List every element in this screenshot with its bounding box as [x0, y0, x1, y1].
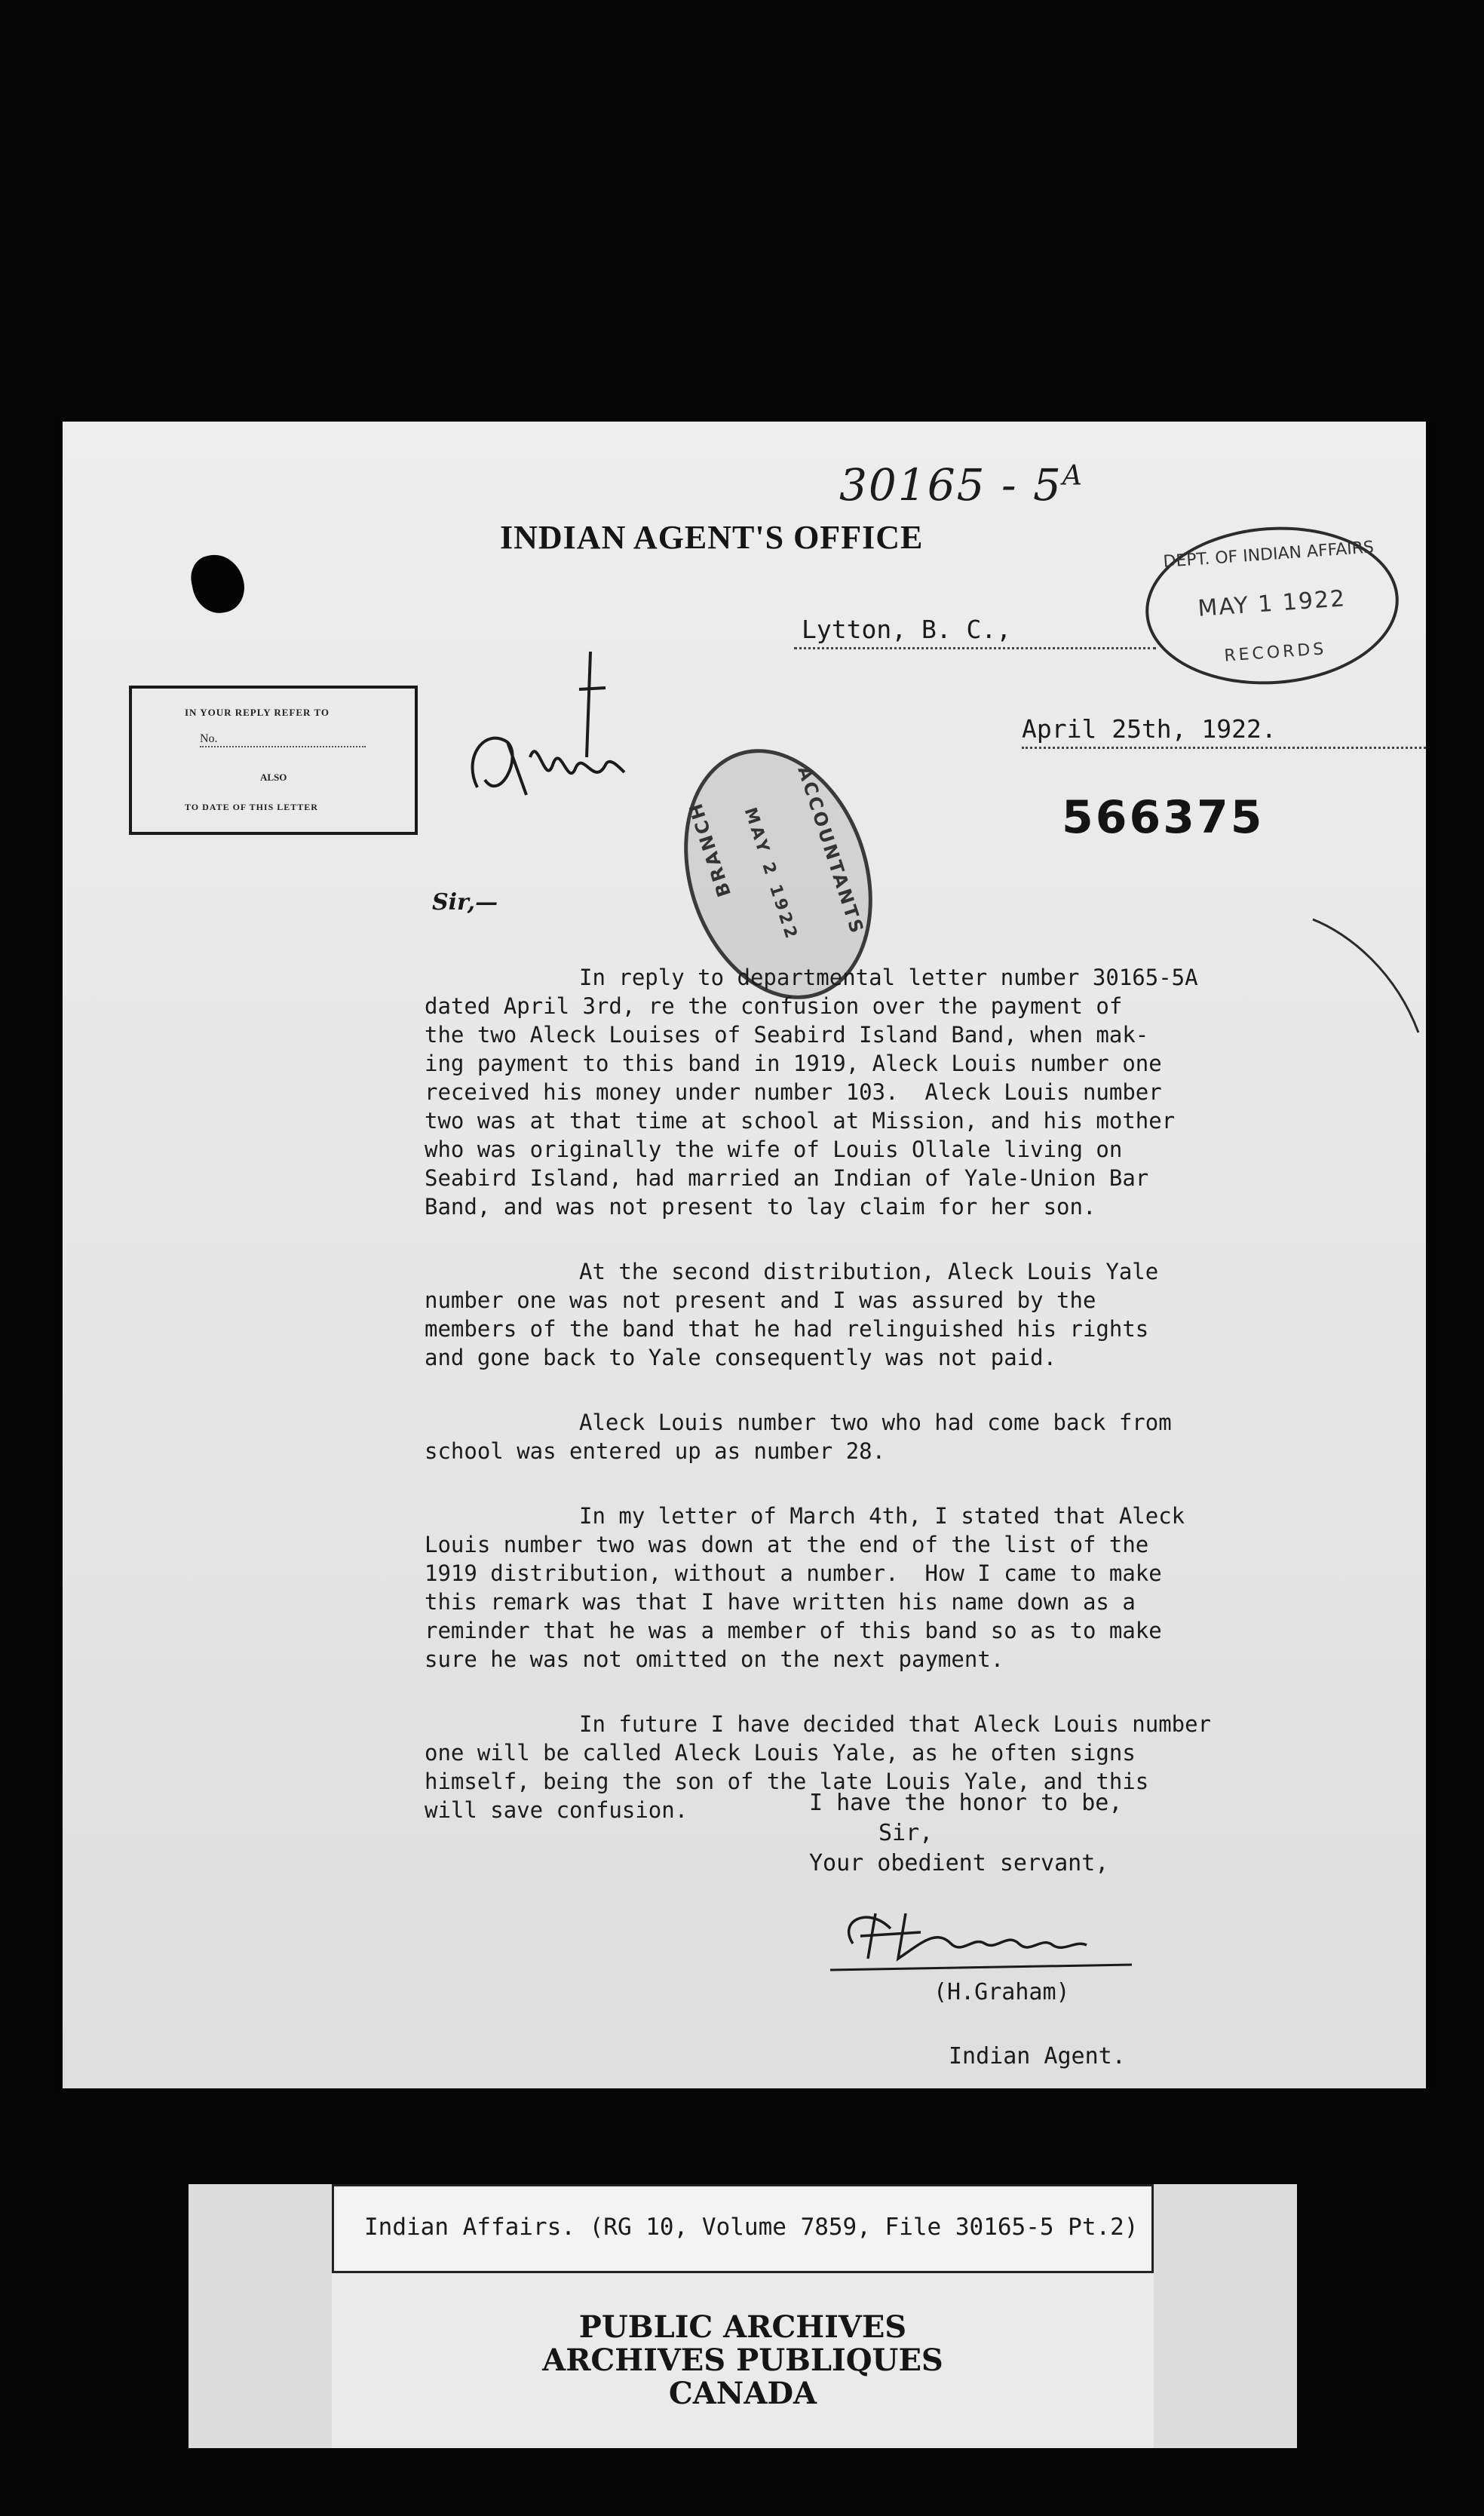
archive-footer-line: PUBLIC ARCHIVES — [578, 2309, 907, 2345]
archive-reference: Indian Affairs. (RG 10, Volume 7859, File 30165-5 Pt.2) — [332, 2184, 1154, 2273]
body-line: In my letter of March 4th, I stated that Aleck — [579, 1503, 1185, 1529]
closing-block — [809, 1788, 1122, 1879]
handwritten-file-number-main: 30165 - 5 — [839, 459, 1062, 511]
ref-box-line1: IN YOUR REPLY REFER TO — [185, 707, 330, 718]
reply-reference-box — [129, 686, 418, 835]
body-line: received his money under number 103. Aleck Louis number — [425, 1079, 1162, 1105]
body-line: Louis number two was down at the end of the list of the — [425, 1532, 1149, 1557]
handwritten-initials-mark — [455, 644, 636, 810]
archive-footer-line: CANADA — [668, 2376, 817, 2411]
handwritten-file-number — [839, 459, 1084, 511]
body-line: ing payment to this band in 1919, Aleck Louis number one — [425, 1051, 1162, 1076]
accountants-stamp-right: ACCOUNTANTS — [793, 763, 869, 938]
signer-name: (H.Graham) — [934, 1979, 1070, 2005]
closing-line: Sir, — [878, 1820, 934, 1846]
ref-box-line3: ALSO — [260, 772, 287, 783]
letter-place: Lytton, B. C., — [794, 615, 1156, 649]
records-stamp-date: MAY 1 1922 — [1197, 585, 1348, 622]
closing-line: Your obedient servant, — [809, 1850, 1109, 1876]
body-line: reminder that he was a member of this band so as to make — [425, 1618, 1162, 1643]
handwritten-signature — [823, 1898, 1139, 1981]
paragraph-2 — [425, 1257, 1367, 1372]
body-line: who was originally the wife of Louis Ollale living on — [425, 1137, 1123, 1162]
body-line: Seabird Island, had married an Indian of Yale-Union Bar — [425, 1165, 1149, 1191]
body-line: number one was not present and I was assured by the — [425, 1287, 1096, 1313]
ref-box-line4: TO DATE OF THIS LETTER — [185, 802, 318, 812]
body-line: members of the band that he had relinguished his rights — [425, 1316, 1149, 1342]
body-line: will save confusion. — [425, 1797, 688, 1823]
paragraph-3 — [425, 1408, 1367, 1465]
letter-body — [425, 963, 1367, 1861]
signer-title: Indian Agent. — [949, 2043, 1126, 2070]
body-line: the two Aleck Louises of Seabird Island Band, when mak- — [425, 1022, 1149, 1048]
records-received-stamp — [1140, 519, 1404, 693]
records-stamp-bottom: RECORDS — [1223, 640, 1328, 666]
body-line: In future I have decided that Aleck Louis number — [579, 1711, 1212, 1737]
body-line: two was at that time at school at Mission, and his mother — [425, 1108, 1176, 1134]
body-line: sure he was not omitted on the next payment. — [425, 1646, 1004, 1672]
body-line: At the second distribution, Aleck Louis Yale — [579, 1259, 1159, 1284]
binder-clip-mark — [187, 550, 250, 618]
archive-footer-line: ARCHIVES PUBLIQUES — [542, 2343, 943, 2378]
accountants-stamp-left: BRANCH — [684, 799, 735, 900]
body-line: 1919 distribution, without a number. How I came to make — [425, 1560, 1162, 1586]
body-line: himself, being the son of the late Louis Yale, and this — [425, 1769, 1149, 1794]
body-line: and gone back to Yale consequently was not paid. — [425, 1345, 1057, 1370]
records-stamp-top: DEPT. OF INDIAN AFFAIRS — [1162, 538, 1375, 572]
closing-line: I have the honor to be, — [809, 1790, 1123, 1816]
handwritten-file-number-suffix: A — [1062, 460, 1084, 492]
body-line: school was entered up as number 28. — [425, 1438, 886, 1464]
archive-footer — [332, 2311, 1154, 2410]
letterhead-title: INDIAN AGENT'S OFFICE — [500, 519, 924, 556]
body-line: dated April 3rd, re the confusion over the payment of — [425, 993, 1123, 1019]
body-line: In reply to departmental letter number 30165-5A — [579, 965, 1198, 990]
body-line: one will be called Aleck Louis Yale, as he often signs — [425, 1740, 1136, 1766]
file-number-stamp: 566375 — [1062, 791, 1265, 844]
archive-label-card — [332, 2184, 1154, 2448]
paragraph-4 — [425, 1502, 1367, 1674]
paragraph-1 — [425, 963, 1367, 1221]
letter-page — [63, 422, 1426, 2088]
accountants-stamp-date: MAY 2 1922 — [740, 805, 802, 944]
letter-date: April 25th, 1922. — [1022, 714, 1426, 749]
body-line: Aleck Louis number two who had come back from — [579, 1410, 1172, 1435]
body-line: this remark was that I have written his name down as a — [425, 1589, 1136, 1615]
salutation: Sir,— — [432, 889, 498, 916]
ref-box-line2: No. — [200, 732, 366, 747]
body-line: Band, and was not present to lay claim for her son. — [425, 1194, 1096, 1220]
